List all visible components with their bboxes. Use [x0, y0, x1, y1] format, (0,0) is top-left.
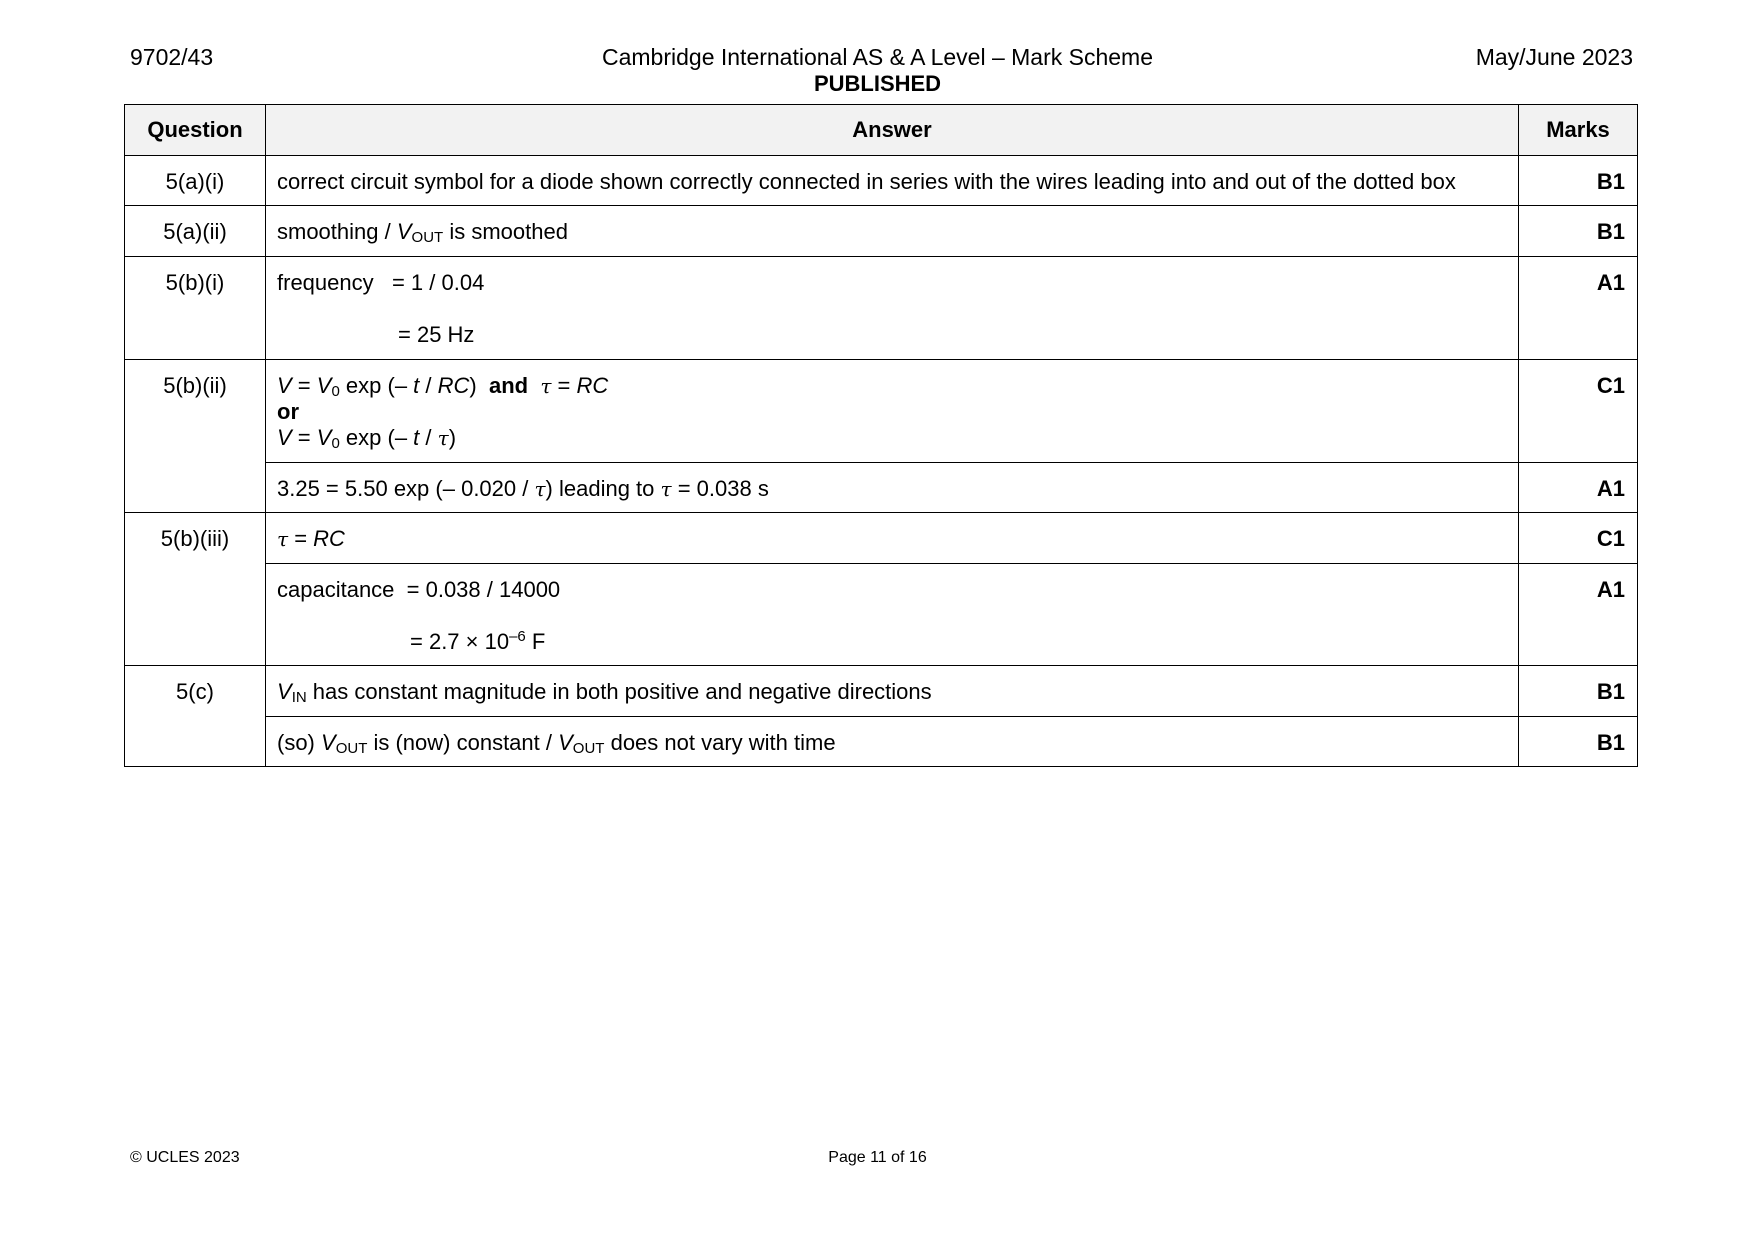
table-row	[125, 256, 1638, 359]
question-number: 5(b)(ii)	[125, 359, 266, 513]
mark-cell: B1	[1519, 156, 1638, 206]
question-number: 5(b)(iii)	[125, 513, 266, 666]
paper-code: 9702/43	[130, 44, 214, 70]
answer-cell: (so) $V_{OUT}$ is (now) constant / $V_{OUT}$ does not vary with time	[266, 716, 1519, 766]
mark-cell: A1	[1519, 462, 1638, 512]
question-number: 5(a)(i)	[125, 156, 266, 206]
answer-cell: frequency = 1 / 0.04 = 25 Hz	[266, 256, 1519, 359]
exam-session: May/June 2023	[1475, 44, 1633, 70]
table-row	[125, 462, 1638, 512]
published-label: PUBLISHED	[813, 71, 942, 96]
table-row	[125, 156, 1638, 206]
question-number: 5(c)	[125, 666, 266, 767]
answer-cell: correct circuit symbol for a diode shown correctly connected in series with the wires leading into and out of the dotted box	[266, 156, 1519, 206]
table-row	[125, 359, 1638, 462]
mark-cell: A1	[1519, 563, 1638, 666]
mark-cell: B1	[1519, 666, 1638, 716]
answer-cell: smoothing / $V_{OUT}$ is smoothed	[266, 206, 1519, 256]
question-number: 5(b)(i)	[125, 256, 266, 359]
mark-cell: C1	[1519, 513, 1638, 563]
mark-cell: A1	[1519, 256, 1638, 359]
copyright: © UCLES 2023	[130, 1149, 240, 1166]
answer-cell: $V_{IN}$ has constant magnitude in both positive and negative directions	[266, 666, 1519, 716]
page-number: Page 11 of 16	[828, 1149, 927, 1166]
answer-cell: 3.25 = 5.50 exp (– 0.020 / τ) leading to τ = 0.038 s	[266, 462, 1519, 512]
column-header-answer: Answer	[266, 105, 1519, 156]
question-number: 5(a)(ii)	[125, 206, 266, 256]
column-header-question: Question	[125, 105, 266, 156]
table-row	[125, 666, 1638, 716]
answer-cell: τ = RC	[266, 513, 1519, 563]
table-header-row	[125, 105, 1638, 156]
mark-cell: B1	[1519, 716, 1638, 766]
answer-cell: capacitance = 0.038 / 14000 = $2.7 \times 10^{-6}$ F	[266, 563, 1519, 666]
mark-cell: C1	[1519, 359, 1638, 462]
table-row	[125, 563, 1638, 666]
answer-cell: $V = V_0$ exp (– t / RC) and τ = RC or $V = V_0$ exp (– t / τ)	[266, 359, 1519, 462]
column-header-marks: Marks	[1519, 105, 1638, 156]
table-row	[125, 716, 1638, 766]
mark-scheme-table	[124, 104, 1638, 767]
document-title: Cambridge International AS & A Level – Mark Scheme	[601, 44, 1154, 70]
table-row	[125, 513, 1638, 563]
table-row	[125, 206, 1638, 256]
mark-cell: B1	[1519, 206, 1638, 256]
